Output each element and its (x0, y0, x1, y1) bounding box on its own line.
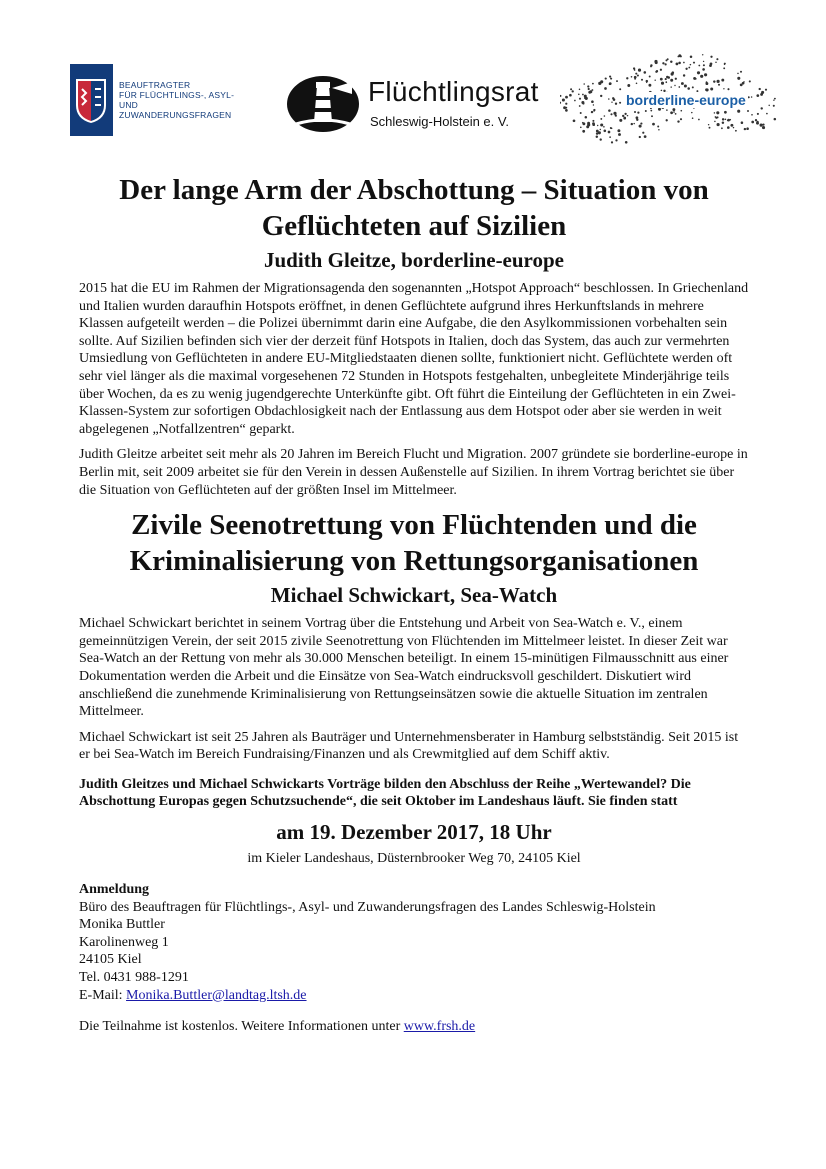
dot-mark (698, 119, 700, 121)
dot-mark (672, 108, 675, 111)
dot-mark (666, 76, 669, 79)
commissioner-line-3: ZUWANDERUNGSFRAGEN (118, 110, 232, 120)
contact-email-row (79, 987, 749, 1005)
dot-mark (746, 127, 749, 130)
dot-mark (600, 118, 602, 120)
dot-mark (756, 122, 759, 125)
dot-mark (633, 123, 634, 124)
dot-mark (760, 124, 763, 127)
dot-mark (665, 81, 667, 83)
commissioner-line-2: FÜR FLÜCHTLINGS-, ASYL- UND (118, 90, 235, 110)
dot-mark (716, 111, 719, 114)
dot-mark (683, 62, 685, 64)
dot-mark (708, 124, 709, 125)
email-prefix: E-Mail: (79, 987, 127, 1003)
dot-mark (600, 129, 601, 130)
dot-mark (727, 88, 729, 90)
dot-mark (762, 124, 764, 126)
dot-mark (637, 74, 639, 76)
section1-paragraph-1: 2015 hat die EU im Rahmen der Migrationsagenda den sogenannten „Hotspot Approach“ beschlossen. In Griechenland und Italien wurden daraufhin Hotspots eröffnet, in denen Geflüchtete aufgrund ihres Herkunftslands in mehrere Klassen aufgeteilt werden – die Polizei übernimmt darin eine Aufgabe, die den Asylkommissionen vorbehalten sein sollte. Auf Sizilien befinden sich vier der derzeit fünf Hotspots in Italien, doch das System, das auch zur vermehrten Umsiedlung von Geflüchteten in andere EU-Mitgliedstaaten dienen sollte, funktioniert nicht. Geflüchtete werden oft sehr viel länger als die maximal vorgesehenen 72 Stunden in Hotspots festgehalten, unbegleitete Minderjährige teils über Wochen, da es zu wenig jugendgerechte Unterkünfte gibt. Oft führt die Einteilung der Geflüchteten in ein Zwei-Klassen-System zur sofortigen Obdachlosigkeit nach der Entlassung aus dem Hotspot oder aber sie werden in weit abgelegenen „Notfallzentren“ geparkt. (79, 281, 749, 437)
dot-mark (560, 102, 561, 104)
dot-mark (697, 71, 700, 74)
dot-mark (706, 88, 709, 91)
dot-mark (619, 88, 621, 90)
dot-mark (666, 119, 668, 121)
dot-mark (626, 77, 628, 79)
dot-mark (593, 110, 595, 112)
section1-title: Der lange Arm der Abschottung – Situation von Geflüchteten auf Sizilien (119, 174, 709, 242)
registration-label: Anmeldung (79, 882, 150, 898)
dot-mark (723, 67, 725, 69)
dot-mark (615, 139, 617, 141)
dot-mark (565, 103, 567, 105)
dot-mark (579, 98, 581, 100)
dot-mark (650, 110, 652, 112)
dot-mark (569, 94, 572, 97)
section1-paragraph-2: Judith Gleitze arbeitet seit mehr als 20 Jahren im Bereich Flucht und Migration. 2007 gründete sie borderline-europe in Berlin mit, seit 2009 arbeitet sie für den Verein in dessen Außenstelle auf Sizilien. In ihrem Vortrag berichtet sie über die Situation von Geflüchteten auf der größten Insel im Mittelmeer. (79, 447, 748, 498)
dot-mark (644, 135, 647, 138)
dot-mark (609, 136, 611, 138)
dot-mark (690, 64, 692, 66)
footer-text: Die Teilnahme ist kostenlos. Weitere Informationen unter (79, 1019, 404, 1035)
dot-mark (610, 127, 612, 129)
dot-mark (703, 61, 704, 62)
dot-mark (604, 130, 607, 133)
dot-mark (645, 110, 647, 112)
dot-mark (593, 104, 594, 105)
dot-mark (665, 78, 667, 80)
dot-mark (737, 110, 740, 113)
dot-mark (692, 117, 694, 119)
dot-mark (680, 118, 682, 120)
dot-mark (657, 126, 659, 128)
email-link[interactable]: Monika.Buttler@landtag.ltsh.de (126, 987, 307, 1003)
dot-mark (664, 63, 666, 65)
dot-mark (737, 73, 739, 75)
dot-mark (596, 136, 598, 138)
dot-mark (685, 68, 687, 70)
dot-mark (635, 73, 637, 75)
dot-mark (755, 119, 757, 121)
borderline-europe-name: borderline-europe (626, 92, 746, 108)
dot-mark (639, 136, 641, 138)
dot-mark (609, 76, 611, 78)
dot-mark (681, 82, 684, 85)
dot-mark (673, 111, 675, 113)
dot-mark (591, 100, 594, 103)
dot-mark (600, 80, 603, 83)
contact-phone: Tel. 0431 988-1291 (79, 970, 189, 986)
section2-paragraph-2: Michael Schwickart ist seit 25 Jahren als Bauträger und Unternehmensberater in Hamburg selbstständig. Seit 2015 ist er bei Sea-Watch im Bereich Fundraising/Finanzen und als Crewmitglied auf dem Schiff aktiv. (79, 729, 739, 763)
dot-mark (648, 84, 651, 87)
dot-mark (604, 115, 606, 117)
dot-mark (693, 62, 695, 64)
dot-mark (618, 133, 621, 136)
dot-mark (733, 127, 734, 128)
dot-mark (662, 62, 664, 64)
dot-mark (613, 98, 616, 101)
dot-mark (637, 112, 639, 114)
dot-mark (622, 115, 624, 117)
dot-mark (631, 76, 633, 78)
dot-mark (617, 129, 620, 132)
contact-city: 24105 Kiel (79, 952, 142, 968)
dot-mark (562, 98, 565, 101)
dot-mark (588, 88, 590, 90)
dot-mark (717, 80, 720, 83)
dot-mark (730, 124, 733, 127)
dot-mark (756, 94, 759, 97)
dot-mark (574, 100, 576, 102)
dot-mark (761, 91, 764, 94)
dot-mark (580, 112, 582, 114)
dot-mark (603, 126, 605, 128)
dot-mark (678, 86, 680, 88)
dot-mark (677, 56, 679, 58)
dot-mark (704, 73, 707, 76)
dot-mark (675, 78, 677, 80)
dot-mark (724, 111, 727, 114)
dot-mark (638, 69, 641, 72)
dot-mark (588, 91, 591, 94)
dot-mark (743, 81, 744, 82)
dot-mark (587, 85, 589, 87)
dot-mark (581, 101, 584, 104)
dot-mark (759, 88, 761, 90)
dot-mark (670, 79, 673, 82)
dot-mark (611, 101, 612, 102)
dot-mark (747, 110, 749, 112)
dot-mark (613, 112, 616, 115)
dot-mark (640, 123, 642, 125)
dot-mark (774, 98, 776, 100)
dot-mark (691, 112, 692, 113)
dot-mark (583, 83, 585, 85)
commissioner-name (119, 80, 246, 120)
event-date: am 19. Dezember 2017, 18 Uhr (276, 820, 552, 845)
fluechtlingsrat-name: Flüchtlingsrat (368, 76, 539, 107)
dot-mark (660, 78, 663, 81)
dot-mark (722, 118, 724, 120)
dot-mark (609, 83, 611, 85)
dot-mark (604, 87, 607, 90)
dot-mark (608, 131, 611, 134)
section1-speaker: Judith Gleitze, borderline-europe (264, 248, 564, 272)
dot-mark (773, 99, 774, 100)
dot-mark (680, 110, 682, 112)
dot-mark (765, 89, 767, 91)
dot-mark (600, 95, 602, 97)
dot-mark (741, 121, 744, 124)
contact-street: Karolinenweg 1 (79, 934, 169, 950)
dot-mark (584, 97, 586, 99)
dot-mark (649, 76, 651, 78)
dot-mark (587, 122, 590, 125)
dot-mark (740, 71, 742, 73)
dot-mark (749, 80, 751, 82)
dot-mark (565, 96, 568, 99)
dot-mark (585, 116, 588, 119)
dot-mark (714, 121, 716, 123)
registration-block (79, 881, 749, 1036)
dot-mark (579, 89, 581, 91)
dot-mark (666, 109, 668, 111)
dot-mark (661, 90, 663, 92)
dot-mark (709, 127, 711, 129)
commissioner-logo (70, 64, 246, 136)
dot-mark (768, 105, 769, 106)
dot-mark (598, 131, 601, 134)
dot-mark (560, 95, 561, 97)
dot-mark (774, 118, 777, 121)
dot-mark (740, 84, 743, 87)
coat-of-arms-icon (70, 64, 113, 136)
dot-mark (737, 77, 740, 80)
dot-mark (631, 123, 633, 125)
dot-mark (721, 127, 723, 129)
dot-mark (570, 88, 572, 90)
dot-mark (744, 128, 746, 130)
dot-mark (670, 86, 671, 87)
dot-mark (624, 117, 627, 120)
dot-mark (714, 112, 716, 114)
dot-mark (693, 77, 696, 80)
footer-row (79, 1018, 749, 1036)
dot-mark (591, 89, 593, 91)
dot-mark (610, 78, 612, 80)
closing-text: Judith Gleitzes und Michael Schwickarts Vorträge bilden den Abschluss der Reihe „Wertewandel? Die Abschottung Europas gegen Schutzsuchende“, die seit Oktober im Landeshaus läuft. Sie finden statt (79, 776, 691, 810)
dot-mark (616, 80, 618, 82)
dot-mark (762, 126, 765, 129)
dot-mark (678, 62, 681, 65)
dot-mark (676, 63, 679, 66)
dot-mark (766, 113, 768, 115)
dot-mark (698, 65, 700, 67)
dot-mark (725, 118, 727, 120)
document-body (79, 172, 749, 1036)
dot-mark (580, 126, 582, 128)
dot-mark (717, 123, 720, 126)
dot-mark (724, 64, 725, 65)
dot-mark (592, 122, 595, 125)
dot-mark (692, 86, 694, 88)
dot-mark (615, 115, 617, 117)
frsh-link[interactable]: www.frsh.de (403, 1019, 476, 1035)
dot-mark (751, 121, 754, 124)
commissioner-line-1: BEAUFTRAGTER (118, 80, 191, 90)
dot-mark (684, 84, 687, 87)
dot-mark (751, 114, 753, 116)
dot-mark (705, 82, 708, 85)
dot-mark (660, 69, 662, 71)
dot-mark (716, 58, 718, 60)
dot-mark (677, 120, 679, 122)
section2-paragraph-1: Michael Schwickart berichtet in seinem Vortrag über die Entstehung und Arbeit von Sea-Watch e. V., einem gemeinnützigen Verein, der seit 2015 zivile Seenotrettung von Flüchtenden im Mittelmeer leistet. In dieser Zeit war Sea-Watch an der Rettung von mehr als 30.000 Menschen beteiligt. In einem 15-minütigen Filmausschnitt aus einer Dokumentation werden die Arbeit und die Einsätze von Sea-Watch eindrucksvoll geschildert. Diskutiert wird anschließend die zunehmende Kriminalisierung von Rettungseinsätzen sowie die aktuelle Situation im zentralen Mittelmeer. (79, 616, 729, 720)
dot-mark (683, 74, 685, 76)
dot-mark (624, 113, 626, 115)
dot-mark (670, 61, 672, 63)
dot-mark (639, 125, 642, 128)
dot-mark (670, 111, 673, 114)
dot-mark (700, 75, 703, 78)
dot-mark (642, 132, 644, 134)
lighthouse-icon (286, 74, 360, 134)
dot-mark (636, 82, 638, 84)
dot-mark (619, 119, 622, 122)
dot-mark (735, 130, 737, 132)
dot-mark (619, 102, 621, 104)
dot-mark (652, 123, 655, 126)
dot-mark (582, 130, 585, 133)
dot-mark (600, 123, 603, 126)
dot-mark (565, 107, 567, 109)
dot-mark (675, 113, 677, 115)
dot-mark (661, 82, 664, 85)
dot-mark (565, 109, 568, 112)
dot-mark (722, 121, 724, 123)
dot-mark (710, 88, 713, 91)
logo-bar (0, 52, 826, 162)
dot-mark (573, 119, 576, 122)
dot-mark (727, 120, 729, 122)
dot-mark (592, 120, 594, 122)
dot-mark (687, 87, 690, 90)
dot-mark (703, 64, 705, 66)
dot-mark (600, 138, 602, 140)
dot-mark (608, 98, 610, 100)
dot-mark (608, 109, 611, 112)
dot-mark (658, 129, 660, 131)
dot-mark (710, 56, 712, 58)
dot-mark (748, 96, 750, 98)
contact-name: Monika Buttler (79, 917, 165, 933)
dot-mark (610, 113, 612, 115)
dot-mark (773, 105, 775, 107)
dot-mark (572, 90, 574, 92)
dot-mark (611, 141, 613, 143)
dot-mark (579, 105, 581, 107)
borderline-europe-logo (560, 54, 780, 158)
dot-mark (654, 79, 655, 80)
dot-mark (713, 80, 715, 82)
dot-mark (615, 103, 617, 105)
dot-mark (591, 111, 593, 113)
dot-mark (655, 71, 657, 73)
dot-mark (655, 61, 658, 64)
event-venue: im Kieler Landeshaus, Düsternbrooker Weg 70, 24105 Kiel (247, 851, 581, 867)
fluechtlingsrat-subtitle: Schleswig-Holstein e. V. (370, 114, 509, 129)
dot-mark (709, 64, 712, 67)
dot-mark (634, 111, 636, 113)
dot-mark (671, 73, 674, 76)
dot-mark (761, 107, 763, 109)
dot-mark (634, 69, 636, 71)
registration-office: Büro des Beauftragen für Flüchtlings-, Asyl- und Zuwanderungsfragen des Landes Schleswig-Holstein (79, 899, 656, 915)
dot-mark (727, 126, 730, 129)
dot-mark (636, 116, 639, 119)
dot-mark (592, 83, 594, 85)
dot-mark (715, 116, 717, 118)
dot-mark (634, 78, 636, 80)
dot-mark (674, 85, 675, 86)
dot-mark (641, 79, 643, 81)
dot-mark (716, 116, 718, 118)
dot-mark (715, 62, 717, 64)
section2-title: Zivile Seenotrettung von Flüchtenden und die Kriminalisierung von Rettungsorganisationen (129, 509, 699, 578)
dot-mark (627, 115, 629, 117)
dot-mark (690, 56, 693, 59)
dot-mark (597, 125, 598, 126)
section2-speaker: Michael Schwickart, Sea-Watch (270, 583, 558, 608)
dot-mark (605, 78, 607, 80)
dot-mark (625, 141, 628, 144)
fluechtlingsrat-logo (286, 70, 539, 140)
dot-mark (757, 113, 759, 115)
dot-mark (702, 54, 703, 55)
dot-mark (651, 115, 653, 117)
dot-mark (658, 108, 661, 111)
dot-mark (688, 67, 690, 69)
dot-mark (578, 94, 580, 96)
dot-mark (751, 96, 753, 98)
dot-mark (718, 84, 720, 86)
dot-mark (650, 65, 652, 67)
dot-mark (721, 79, 724, 82)
dot-mark (665, 59, 667, 61)
dot-mark (723, 88, 724, 89)
dot-mark (582, 94, 584, 96)
dot-mark (646, 80, 648, 82)
dot-mark (627, 84, 630, 87)
dot-mark (582, 122, 585, 125)
dot-mark (644, 71, 647, 74)
dot-mark (702, 68, 705, 71)
